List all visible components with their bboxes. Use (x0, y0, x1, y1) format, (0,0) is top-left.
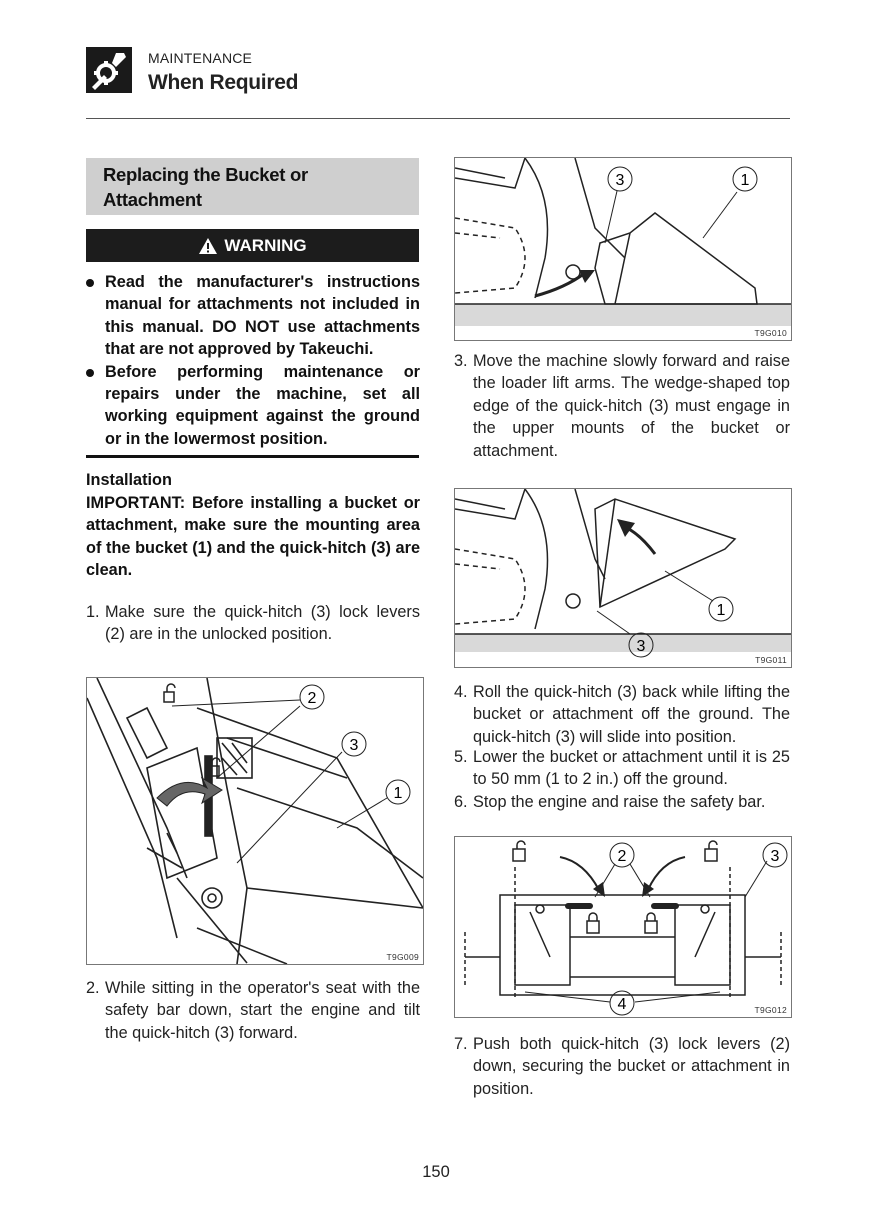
step-4 (454, 681, 790, 748)
step-5 (454, 746, 790, 791)
figure-t9g009 (86, 677, 424, 965)
warning-label: WARNING (224, 235, 307, 255)
callout-1: 1 (740, 172, 750, 189)
maintenance-icon (86, 47, 132, 93)
warning-item: Before performing maintenance or repairs under the machine, set all working equipment against the ground or in the lowermost position. (86, 361, 420, 451)
figure-t9g010 (454, 157, 792, 341)
step-3 (454, 350, 790, 462)
section-label: MAINTENANCE (148, 50, 253, 66)
step-text: Lower the bucket or attachment until it is 25 to 50 mm (1 to 2 in.) off the ground. (473, 748, 790, 789)
figure-code: T9G010 (754, 328, 787, 338)
subsection-title: When Required (148, 71, 299, 94)
step-number: 1. (86, 603, 100, 621)
header-divider (86, 118, 790, 119)
figure-t9g012 (454, 836, 792, 1018)
callout-1: 1 (716, 602, 726, 619)
figure-t9g011 (454, 488, 792, 668)
step-number: 7. (454, 1035, 468, 1053)
installation-heading: Installation (86, 471, 172, 489)
lock-levers-illustration (455, 837, 791, 1017)
callout-3: 3 (636, 638, 646, 655)
engage-bucket-illustration (455, 489, 791, 667)
step-text: Make sure the quick-hitch (3) lock levers (2) are in the unlocked position. (105, 603, 420, 644)
approach-bucket-illustration (455, 158, 791, 340)
step-number: 4. (454, 683, 468, 701)
step-text: While sitting in the operator's seat with the safety bar down, start the engine and tilt the quick-hitch (3) forward. (105, 979, 420, 1042)
quick-hitch-closeup-illustration (87, 678, 423, 964)
step-6 (454, 791, 790, 813)
figure-code: T9G012 (754, 1005, 787, 1015)
lock-icon (587, 913, 599, 933)
step-text: Push both quick-hitch (3) lock levers (2) down, securing the bucket or attachment in position. (473, 1035, 790, 1098)
step-text: Roll the quick-hitch (3) back while lifting the bucket or attachment off the ground. The quick-hitch (3) will slide into position. (473, 683, 790, 746)
unlock-icon (705, 841, 717, 861)
warning-banner (86, 229, 419, 262)
figure-code: T9G011 (755, 655, 787, 665)
warning-list (86, 271, 420, 450)
step-text: Move the machine slowly forward and raise the loader lift arms. The wedge-shaped top edge of the quick-hitch (3) must engage in the upper mounts of the bucket or attachment. (473, 352, 790, 460)
lock-icon (645, 913, 657, 933)
step-1 (86, 601, 420, 646)
unlock-icon (164, 684, 175, 702)
important-note: IMPORTANT: Before installing a bucket or attachment, make sure the mounting area of the bucket (1) and the quick-hitch (3) are clean. (86, 494, 420, 580)
step-7 (454, 1033, 790, 1100)
callout-3: 3 (349, 737, 359, 754)
step-number: 2. (86, 979, 100, 997)
page-title: Replacing the Bucket or Attachment (103, 164, 308, 210)
callout-1: 1 (393, 785, 403, 802)
callout-4: 4 (617, 996, 627, 1013)
step-text: Stop the engine and raise the safety bar. (473, 793, 766, 811)
step-number: 5. (454, 748, 468, 766)
step-2 (86, 977, 420, 1044)
unlock-icon (513, 841, 525, 861)
warning-triangle-icon (198, 237, 218, 255)
page-number: 150 (422, 1163, 450, 1181)
callout-2: 2 (617, 848, 627, 865)
callout-3: 3 (615, 172, 625, 189)
callout-2: 2 (307, 690, 317, 707)
step-number: 6. (454, 793, 468, 811)
warning-item: Read the manufacturer's instructions manual for attachments not included in this manual. DO NOT use attachments that are not approved by Takeuchi. (86, 271, 420, 361)
figure-code: T9G009 (386, 952, 419, 962)
step-number: 3. (454, 352, 468, 370)
warning-end-rule (86, 455, 419, 458)
callout-3: 3 (770, 848, 780, 865)
